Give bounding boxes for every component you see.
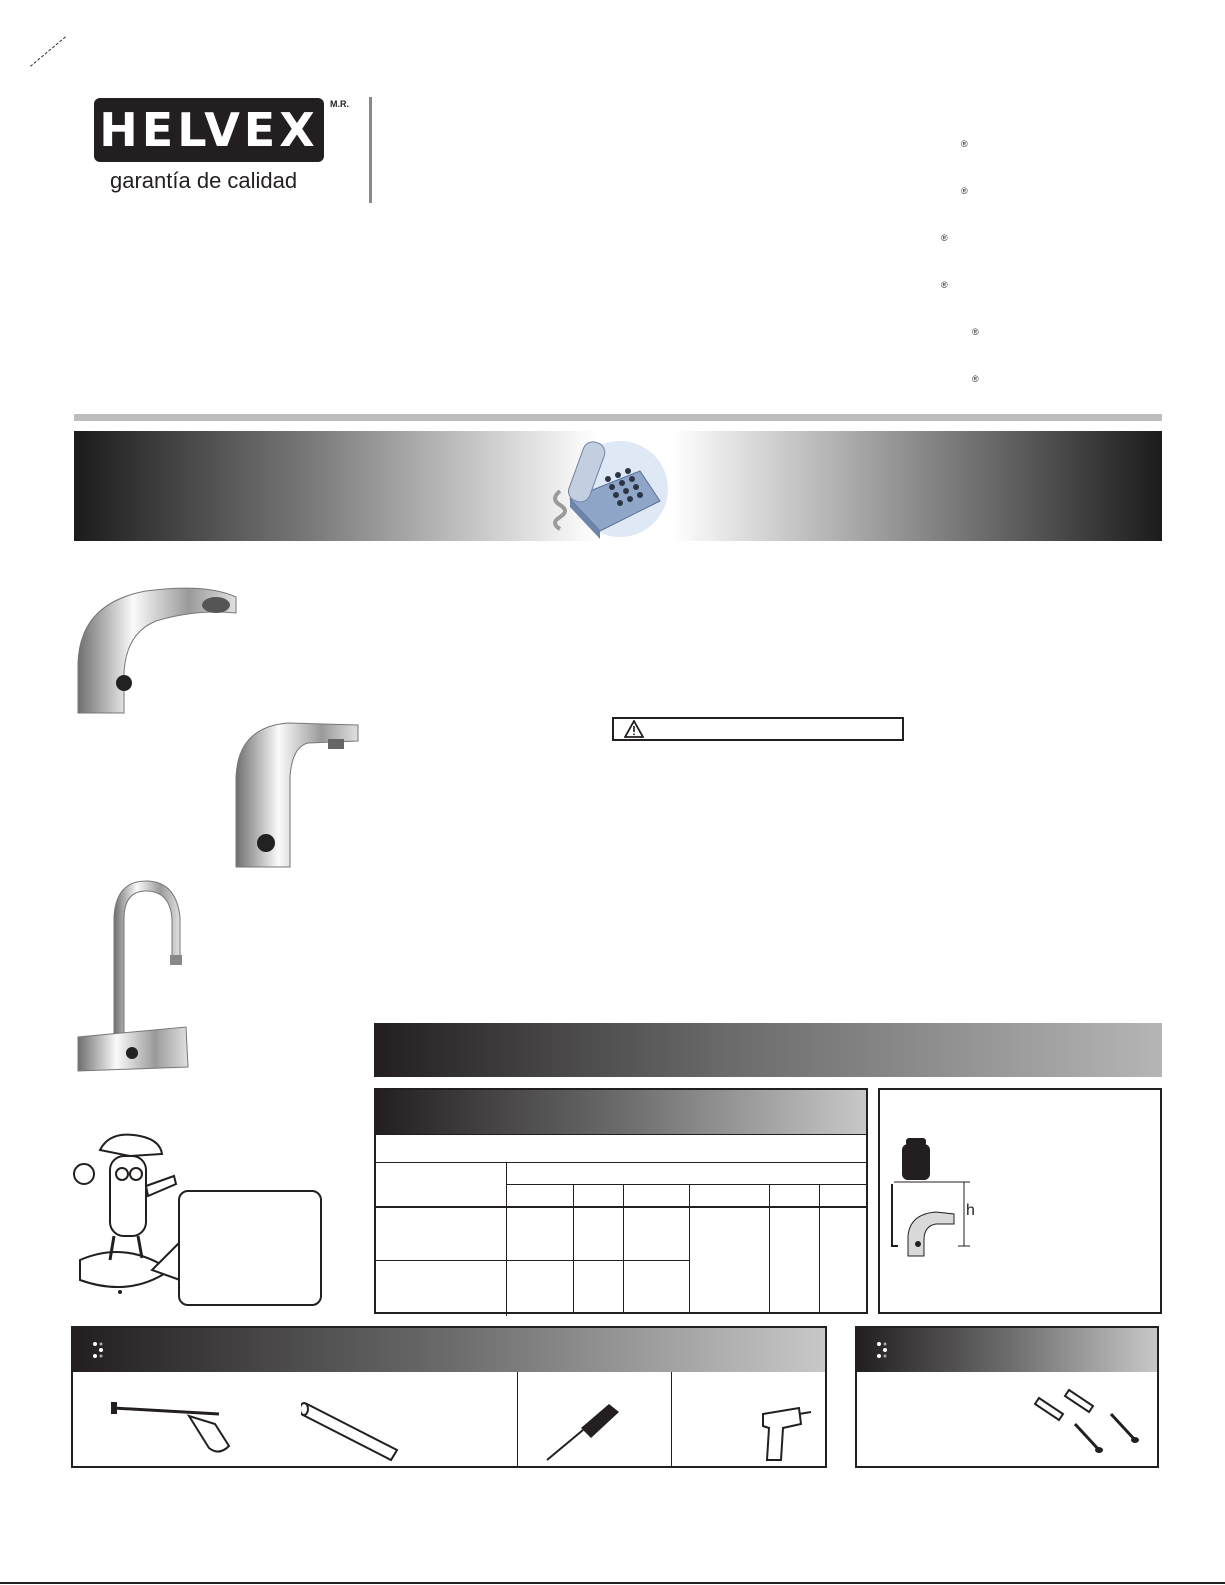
speech-bubble <box>178 1190 322 1306</box>
included-header <box>857 1328 1157 1372</box>
registered-symbol-1: ® <box>961 139 968 149</box>
section-header-bar <box>374 1023 1162 1077</box>
helvex-logo <box>94 98 324 162</box>
tools-required-section <box>71 1326 827 1468</box>
tube-wrench-icon <box>301 1394 411 1464</box>
included-parts-section <box>855 1326 1159 1468</box>
telephone-icon <box>530 431 670 541</box>
bottom-rule <box>0 1582 1225 1584</box>
logo-tagline: garantía de calidad <box>110 168 298 193</box>
height-diagram-svg <box>880 1090 1160 1312</box>
warning-box <box>612 717 904 741</box>
table-header <box>376 1090 866 1134</box>
registered-symbol-2: ® <box>961 186 968 196</box>
cut-mark <box>30 36 92 97</box>
basin-wrench-icon <box>109 1394 239 1460</box>
registered-symbol-3: ® <box>941 233 948 243</box>
registered-mark-mr: M.R. <box>330 99 349 109</box>
warning-triangle-icon <box>624 720 644 738</box>
height-label: h <box>966 1202 975 1219</box>
faucet-image-2 <box>228 717 368 877</box>
dots-icon <box>875 1340 895 1360</box>
specifications-table <box>374 1088 868 1314</box>
faucet-image-1 <box>76 583 246 723</box>
registered-symbol-5: ® <box>972 327 979 337</box>
registered-symbol-6: ® <box>972 374 979 384</box>
tools-header <box>73 1328 825 1372</box>
anchors-and-screws-icon <box>1033 1384 1153 1464</box>
header-rule <box>74 414 1162 421</box>
logo-text: HELVEX <box>99 103 319 157</box>
screwdriver-icon <box>543 1398 623 1464</box>
drill-icon <box>753 1394 813 1466</box>
dots-icon <box>91 1340 111 1360</box>
faucet-image-3 <box>76 877 196 1077</box>
registered-symbol-4: ® <box>941 280 948 290</box>
header-divider <box>369 97 372 203</box>
installation-height-diagram <box>878 1088 1162 1314</box>
